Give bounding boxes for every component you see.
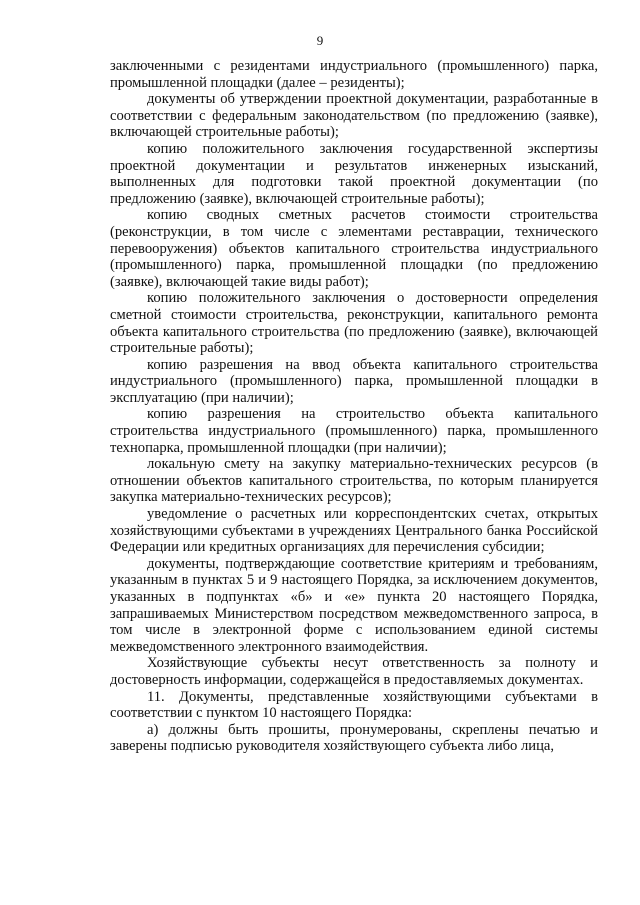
paragraph-estimate-reliability: копию положительного заключения о достоверности определения сметной стоимости строительства, реконструкции, капитального ремонта объекта капитального строительства (по предложению (заявке), включающей строительные работы); bbox=[110, 290, 598, 357]
paragraph-residents-continuation: заключенными с резидентами индустриального (промышленного) парка, промышленной площадки (далее – резиденты); bbox=[110, 58, 598, 91]
paragraph-construction-permit: копию разрешения на строительство объекта капитального строительства индустриального (промышленного) парка, промышленного технопарка, промышленной площадки (при наличии); bbox=[110, 406, 598, 456]
paragraph-compliance-documents: документы, подтверждающие соответствие критериям и требованиям, указанным в пунктах 5 и 9 настоящего Порядка, за исключением документов, указанных в подпунктах «б» и «е» пункта 20 настоящего Порядка, запрашиваемых Министерством посредством межведомственного запроса, в том числе в электронной форме с использованием единой системы межведомственного электронного взаимодействия. bbox=[110, 555, 598, 655]
paragraph-bank-accounts: уведомление о расчетных или корреспондентских счетах, открытых хозяйствующими субъектами в учреждениях Центрального банка Российской Федерации или кредитных организациях для перечисления субсидии; bbox=[110, 506, 598, 556]
paragraph-responsibility: Хозяйствующие субъекты несут ответственность за полноту и достоверность информации, содержащейся в предоставляемых документах. bbox=[110, 655, 598, 688]
paragraph-clause-11a: а) должны быть прошиты, пронумерованы, скреплены печатью и заверены подписью руководителя хозяйствующего субъекта либо лица, bbox=[110, 721, 598, 755]
page-number: 9 bbox=[316, 33, 324, 48]
paragraph-local-estimate: локальную смету на закупку материально-технических ресурсов (в отношении объектов капитального строительства, по которым планируется закупка материально-технических ресурсов); bbox=[110, 456, 598, 506]
paragraph-estimate-calculations: копию сводных сметных расчетов стоимости строительства (реконструкции, в том числе с элементами реставрации, технического перевооружения) объектов капитального строительства индустриального (промышленного) парка, промышленной площадки (по предложению (заявке), включающей такие виды работ); bbox=[110, 207, 598, 290]
paragraph-commissioning-permit: копию разрешения на ввод объекта капитального строительства индустриального (промышленного) парка, промышленной площадки в эксплуатацию (при наличии); bbox=[110, 356, 598, 406]
paragraph-state-expertise: копию положительного заключения государственной экспертизы проектной документации и результатов инженерных изысканий, выполненных для подготовки такой проектной документации (по предложению (заявке), включающей строительные работы); bbox=[110, 140, 598, 207]
paragraph-clause-11: 11. Документы, представленные хозяйствующими субъектами в соответствии с пунктом 10 настоящего Порядка: bbox=[110, 688, 598, 722]
document-body bbox=[110, 58, 598, 755]
paragraph-project-documentation: документы об утверждении проектной документации, разработанные в соответствии с федеральным законодательством (по предложению (заявке), включающей строительные работы); bbox=[110, 91, 598, 141]
